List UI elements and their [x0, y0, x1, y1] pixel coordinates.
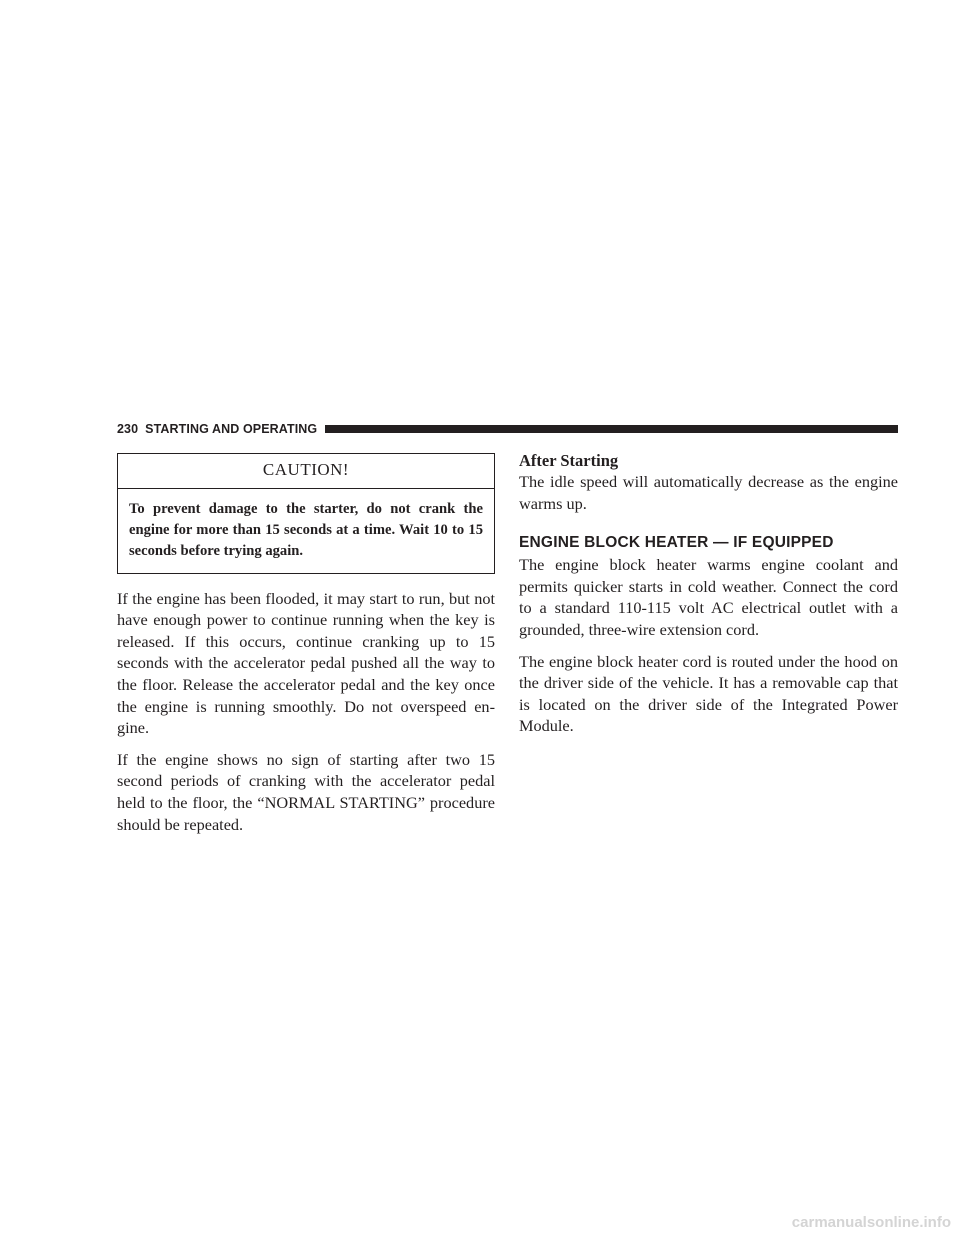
- caution-title: CAUTION!: [118, 454, 494, 489]
- caution-text: To prevent damage to the starter, do not crank the engine for more than 15 seconds at a time. Wait 10 to 15 seconds before trying again.: [129, 500, 483, 559]
- paragraph-no-start: If the engine shows no sign of starting after two 15 second periods of cranking with the accelerator pedal held to the floor, the “NORMAL STARTING” procedure should be repeated.: [117, 749, 495, 834]
- block-heater-heading: ENGINE BLOCK HEATER — IF EQUIPPED: [519, 534, 834, 552]
- paragraph-flooded: If the engine has been flooded, it may start to run, but not have enough power to continue running when the key is released. If this occurs, continue cranking up to 15 seconds with the accelerator pedal pushed all the way to the floor. Release the accelerator pedal and the key once the engine is running smoothly. Do not overspeed en-gine.: [117, 588, 495, 738]
- block-heater-paragraph: The engine block heater warms engine coolant and permits quicker starts in cold weather. Connect the cord to a standard 110-115 volt AC electrical outlet with a grounded, three-wire extension cord.: [519, 555, 898, 639]
- right-column: [519, 452, 898, 747]
- caution-box: [117, 453, 495, 574]
- block-heater-cord-paragraph: The engine block heater cord is routed under the hood on the driver side of the vehicle. It has a removable cap that is located on the driver side of the Integrated Power Module.: [519, 651, 898, 736]
- watermark: carmanualsonline.info: [791, 1214, 951, 1231]
- page-number: 230: [117, 422, 139, 436]
- after-starting-heading: After Starting: [519, 451, 619, 470]
- header-rule: [325, 425, 898, 433]
- section-title: STARTING AND OPERATING: [145, 422, 318, 436]
- left-column: [117, 453, 495, 845]
- after-starting-text: The idle speed will automatically decrease as the engine warms up.: [519, 472, 898, 513]
- page-header: [117, 422, 898, 436]
